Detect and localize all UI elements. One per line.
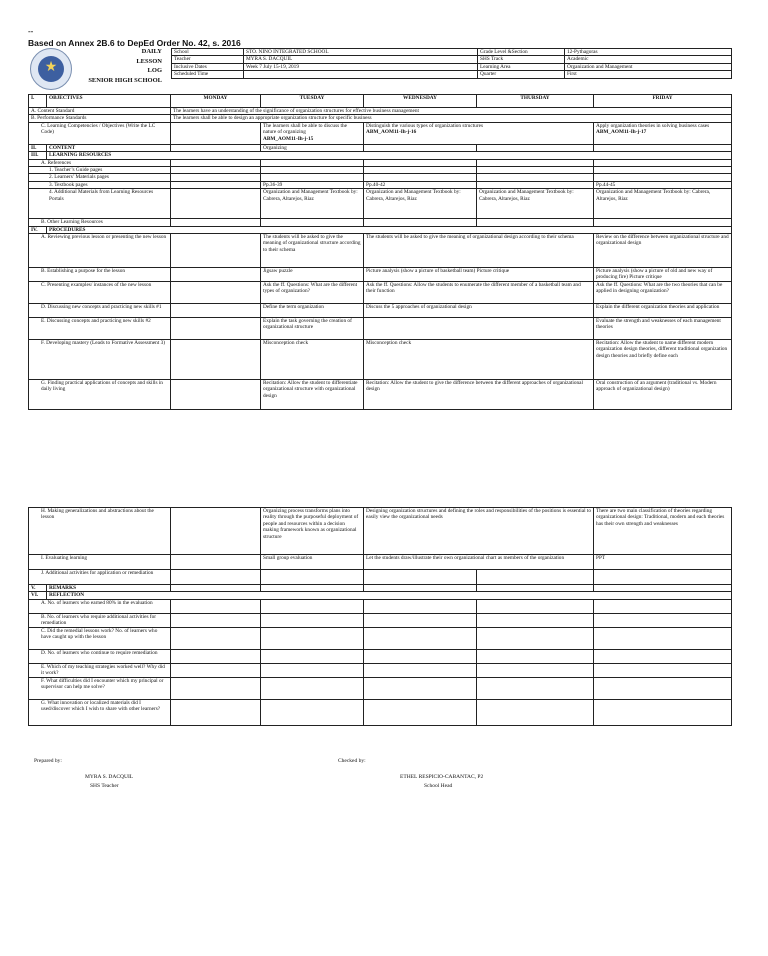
cell-tuesday: Pp.36-39 — [261, 181, 364, 188]
cell-tuesday: The students will be asked to give the meaning of organizational structure according to their schema — [261, 234, 364, 268]
cell-tuesday — [261, 613, 364, 627]
cell-friday — [594, 167, 732, 174]
cell-monday — [171, 508, 261, 555]
prepared-role: SHS Teacher — [90, 783, 119, 789]
cell-wed-thu: Designing organization structures and defining the roles and responsibilities of the positions is essential to easily view the organizational needs — [364, 508, 594, 555]
header-row — [172, 49, 732, 56]
row-label: E. Which of my teaching strategies worked well? Why did it work? — [29, 663, 171, 677]
cell-friday: Pp.44-45 — [594, 181, 732, 188]
cell-wednesday — [364, 599, 477, 613]
reflection-row-e — [29, 663, 732, 677]
row-label: A. Reviewing previous lesson or presenting the new lesson — [29, 234, 171, 268]
reflection-row-a — [29, 599, 732, 613]
track-label: SHS Track — [478, 56, 565, 63]
cell-tuesday — [261, 663, 364, 677]
cell-friday — [594, 174, 732, 181]
cell-thursday: Organization and Management Textbook by: Cabrera, Altarejos, Riaz — [477, 189, 594, 219]
cell-monday — [171, 181, 261, 188]
row-label: D. No. of learners who continue to require remediation — [29, 649, 171, 663]
cell-tuesday: Organizing — [261, 144, 364, 151]
cell-thursday — [477, 649, 594, 663]
cell-friday — [594, 122, 732, 144]
additional-materials-row — [29, 189, 732, 219]
row-label: C. Did the remedial lessons work? No. of learners who have caught up with the lesson — [29, 627, 171, 649]
cell-friday — [594, 677, 732, 699]
lesson-table-part1 — [28, 94, 732, 410]
cell-wednesday — [364, 144, 477, 151]
cell-tuesday — [261, 219, 364, 226]
cell-tuesday: Recitation: Allow the student to differentiate organizational structure with organizational design — [261, 380, 364, 410]
header-info-table — [171, 48, 732, 79]
cell-tuesday — [261, 677, 364, 699]
reflection-row-f — [29, 677, 732, 699]
cell-monday — [171, 599, 261, 613]
section-title: OBJECTIVES — [47, 95, 171, 108]
annex-title: Based on Annex 2B.6 to DepEd Order No. 42, s. 2016 — [28, 38, 241, 48]
row-label: G. What innovation or localized materials did I used/discover which I wish to share with other learners? — [29, 699, 171, 725]
header-row — [172, 56, 732, 63]
cell-text: Distinguish the various types of organization structures — [366, 122, 484, 129]
section-number: IV. — [29, 226, 47, 233]
row-label: F. Developing mastery (Leads to Formative Assessment 3) — [29, 340, 171, 380]
procedure-row-i — [29, 555, 732, 570]
cell-monday — [171, 613, 261, 627]
cell-monday — [171, 282, 261, 304]
cell-text: The learners shall be able to discuss the nature of organizing — [263, 122, 347, 136]
row-label: B. Performance Standards — [29, 115, 171, 122]
cell-thursday — [477, 159, 594, 166]
cell-monday — [171, 167, 261, 174]
cell-monday — [171, 677, 261, 699]
cell-tuesday — [261, 649, 364, 663]
area-value: Organization and Management — [565, 63, 732, 70]
cell-thursday — [477, 663, 594, 677]
cell-friday: PPT — [594, 555, 732, 570]
section-title: PROCEDURES — [47, 226, 732, 233]
cell-thursday — [477, 585, 594, 592]
cell-wednesday — [364, 570, 477, 585]
document-title — [76, 47, 162, 85]
procedure-row-b — [29, 268, 732, 282]
row-label: 4. Additional Materials from Learning Resources Portals — [29, 189, 171, 219]
area-label: Learning Area — [478, 63, 565, 70]
cell-wednesday — [364, 649, 477, 663]
quarter-value: First — [565, 71, 732, 78]
cell-wed-thu: Picture analysis (show a picture of basketball team) Picture critique — [364, 268, 594, 282]
school-value: STO. NINO INTEGRATED SCHOOL — [244, 49, 478, 56]
title-line: LOG — [147, 67, 162, 74]
cell-monday — [171, 174, 261, 181]
cell-friday — [594, 627, 732, 649]
reflection-row — [29, 592, 732, 599]
row-label: C. Learning Competencies / Objectives (Write the LC Code) — [29, 122, 171, 144]
cell-tuesday — [261, 167, 364, 174]
cell-tuesday: Organizing process transforms plans into reality through the purposeful deployment of people and resources within a decision making framework known as organizational structure — [261, 508, 364, 555]
cell-thursday — [477, 627, 594, 649]
cell-tuesday: Organization and Management Textbook by: Cabrera, Altarejos, Riaz — [261, 189, 364, 219]
cell-monday — [171, 189, 261, 219]
cell-monday — [171, 122, 261, 144]
cell-friday: Picture analysis (show a picture of old and new way of producing fire) Picture critique — [594, 268, 732, 282]
cell-friday: Review on the difference between organizational structure and organizational design — [594, 234, 732, 268]
row-text: The learners shall be able to design an appropriate organization structure for specific business — [171, 115, 732, 122]
cell-text: Apply organization theories in solving business cases — [596, 122, 710, 129]
cell-friday: Organization and Management Textbook by: Cabrera, Altarejos, Riaz — [594, 189, 732, 219]
day-thursday: THURSDAY — [477, 95, 594, 108]
title-line: DAILY — [141, 48, 162, 55]
cell-friday — [594, 144, 732, 151]
cell-monday — [171, 234, 261, 268]
grade-label: Grade Level &Section — [478, 49, 565, 56]
day-wednesday: WEDNESDAY — [364, 95, 477, 108]
cell-friday: Oral construction of an argument (traditional vs. Modern approach of organizational design) — [594, 380, 732, 410]
section-title: CONTENT — [47, 144, 171, 151]
cell-thursday — [477, 174, 594, 181]
prepared-name: MYRA S. DACQUIL — [85, 774, 134, 780]
cell-monday — [171, 144, 261, 151]
cell-tuesday: Define the term organization — [261, 304, 364, 318]
procedure-row-d — [29, 304, 732, 318]
cell-friday — [594, 219, 732, 226]
cell-tuesday: Misconception check — [261, 340, 364, 380]
cell-friday — [594, 585, 732, 592]
section-number: I. — [29, 95, 47, 108]
cell-tuesday — [261, 570, 364, 585]
procedure-row-c — [29, 282, 732, 304]
day-friday: FRIDAY — [594, 95, 732, 108]
reflection-row-g — [29, 699, 732, 725]
procedure-row-a — [29, 234, 732, 268]
day-monday: MONDAY — [171, 95, 261, 108]
cell-tuesday — [261, 159, 364, 166]
cell-wed-thu — [364, 318, 594, 340]
cell-tuesday: Small group evaluation — [261, 555, 364, 570]
row-label: A. No. of learners who earned 80% in the evaluation — [29, 599, 171, 613]
cell-friday: There are two main classification of theories regarding organizational design: Traditional, modern and each theories has their own strength and weaknesses — [594, 508, 732, 555]
performance-standard-row — [29, 115, 732, 122]
cell-friday — [594, 699, 732, 725]
cell-wednesday: Pp.40-42 — [364, 181, 477, 188]
cell-monday — [171, 318, 261, 340]
cell-monday — [171, 380, 261, 410]
cell-wed-thu: Misconception check — [364, 340, 594, 380]
cell-wednesday — [364, 613, 477, 627]
cell-friday: Evaluate the strength and weaknesses of each management theories — [594, 318, 732, 340]
row-label: J. Additional activities for application or remediation — [29, 570, 171, 585]
lc-code: ABM_AOM11-Ih-j-16 — [366, 129, 417, 136]
section-title: REFLECTION — [47, 592, 732, 599]
cell-monday — [171, 570, 261, 585]
section-number: II. — [29, 144, 47, 151]
header-row — [172, 71, 732, 78]
lesson-table-part2 — [28, 507, 732, 726]
grade-value: 12-Pythagoras — [565, 49, 732, 56]
cell-wednesday — [364, 174, 477, 181]
cell-friday — [594, 663, 732, 677]
quarter-label: Quarter — [478, 71, 565, 78]
row-label: I. Evaluating learning — [29, 555, 171, 570]
row-label: A. Content Standard — [29, 108, 171, 115]
time-value — [244, 71, 478, 78]
cell-tuesday: Jigsaw puzzle — [261, 268, 364, 282]
cell-tuesday — [261, 585, 364, 592]
section-title: LEARNING RESOURCES — [47, 152, 732, 159]
row-label: H. Making generalizations and abstractions about the lesson — [29, 508, 171, 555]
row-label: G. Finding practical applications of concepts and skills in daily living — [29, 380, 171, 410]
lc-code: ABM_AOM11-Ih-j-17 — [596, 129, 647, 136]
cell-monday — [171, 304, 261, 318]
procedure-row-g — [29, 380, 732, 410]
row-label: B. No. of learners who require additional activities for remediation — [29, 613, 171, 627]
row-label: 1. Teacher’s Guide pages — [29, 167, 171, 174]
days-header-row — [29, 95, 732, 108]
row-label: E. Discussing concepts and practicing new skills #2 — [29, 318, 171, 340]
cell-monday — [171, 663, 261, 677]
cell-tuesday: Ask the ff. Questions: What are the different types of organization? — [261, 282, 364, 304]
cell-monday — [171, 340, 261, 380]
deped-seal-logo: ★ — [30, 48, 72, 90]
cell-wednesday — [364, 219, 477, 226]
row-text: The learners have an understanding of the significance of organization structures for effective business management — [171, 108, 732, 115]
teacher-value: MYRA S. DACQUIL — [244, 56, 478, 63]
checked-name: ETHEL RESPICIO-CABANTAC, P2 — [400, 774, 484, 780]
cell-tuesday — [261, 699, 364, 725]
cell-tuesday — [261, 122, 364, 144]
cell-wednesday — [364, 699, 477, 725]
cell-tuesday — [261, 174, 364, 181]
cell-wednesday — [364, 677, 477, 699]
cell-thursday — [477, 144, 594, 151]
cell-tuesday — [261, 627, 364, 649]
reflection-row-c — [29, 627, 732, 649]
prepared-by-label: Prepared by: — [34, 758, 62, 764]
cell-thursday — [477, 699, 594, 725]
school-label: School — [172, 49, 244, 56]
row-label: D. Discussing new concepts and practicing new skills #1 — [29, 304, 171, 318]
remarks-row — [29, 585, 732, 592]
cell-friday: Ask the ff. Questions: What are the two theories that can be applied in designing organization? — [594, 282, 732, 304]
content-standard-row — [29, 108, 732, 115]
section-title: REMARKS — [47, 585, 171, 592]
cell-monday — [171, 627, 261, 649]
textbook-row — [29, 181, 732, 188]
teacher-label: Teacher — [172, 56, 244, 63]
cell-tuesday: Explain the task governing the creation of organizational structure — [261, 318, 364, 340]
cell-monday — [171, 219, 261, 226]
cell-tuesday — [261, 599, 364, 613]
cell-friday: Explain the different organization theories and application — [594, 304, 732, 318]
title-line: LESSON — [136, 57, 162, 65]
track-value: Academic — [565, 56, 732, 63]
cell-friday — [594, 613, 732, 627]
lc-code: ABM_AOM11-Ih-j-15 — [263, 135, 314, 142]
reflection-row-d — [29, 649, 732, 663]
cell-monday — [171, 585, 261, 592]
competencies-row — [29, 122, 732, 144]
cell-friday — [594, 159, 732, 166]
cell-wed-thu: The students will be asked to give the meaning of organizational design according to their schema — [364, 234, 594, 268]
checked-by-label: Checked by: — [338, 758, 366, 764]
section-number: VI. — [29, 592, 47, 599]
time-label: Scheduled Time — [172, 71, 244, 78]
cell-thursday — [477, 599, 594, 613]
cell-thursday — [477, 677, 594, 699]
cell-wed-thu: Discuss the 5 approaches of organizational design — [364, 304, 594, 318]
row-label: B. Establishing a purpose for the lesson — [29, 268, 171, 282]
cell-thursday — [477, 167, 594, 174]
cell-friday — [594, 649, 732, 663]
row-label: 3. Textbook pages — [29, 181, 171, 188]
learners-materials-row — [29, 174, 732, 181]
dates-label: Inclusive Dates — [172, 63, 244, 70]
cell-wednesday — [364, 167, 477, 174]
top-mark: -- — [28, 27, 34, 36]
day-tuesday: TUESDAY — [261, 95, 364, 108]
cell-wed-thu: Recitation: Allow the student to give the difference between the different approaches of organizational design — [364, 380, 594, 410]
row-label: B. Other Learning Resources — [29, 219, 171, 226]
section-number: V. — [29, 585, 47, 592]
other-resources-row — [29, 219, 732, 226]
reflection-row-b — [29, 613, 732, 627]
cell-wednesday — [364, 159, 477, 166]
checked-role: School Head — [424, 783, 453, 789]
cell-wednesday — [364, 585, 477, 592]
row-label: F. What difficulties did I encounter which my principal or supervisor can help me solve? — [29, 677, 171, 699]
cell-thursday — [477, 219, 594, 226]
cell-wednesday — [364, 627, 477, 649]
header-row — [172, 63, 732, 70]
cell-thursday — [477, 613, 594, 627]
cell-monday — [171, 555, 261, 570]
procedure-row-e — [29, 318, 732, 340]
procedure-row-j — [29, 570, 732, 585]
cell-friday — [594, 570, 732, 585]
content-row — [29, 144, 732, 151]
cell-wednesday: Organization and Management Textbook by: Cabrera, Altarejos, Riaz — [364, 189, 477, 219]
row-label: C. Presenting examples/ instances of the new lesson — [29, 282, 171, 304]
procedure-row-f — [29, 340, 732, 380]
cell-friday: Recitation: Allow the student to name different modern organization design theories, different traditional organization design theories and briefly define each — [594, 340, 732, 380]
cell-thursday — [477, 570, 594, 585]
cell-wed-thu: Ask the ff. Questions: Allow the students to enumerate the different member of a basketball team and their function — [364, 282, 594, 304]
cell-monday — [171, 268, 261, 282]
references-row — [29, 159, 732, 166]
cell-friday — [594, 599, 732, 613]
row-label: 2. Learners’ Materials pages — [29, 174, 171, 181]
title-line: SENIOR HIGH SCHOOL — [88, 76, 162, 84]
row-label: A. References — [29, 159, 171, 166]
cell-monday — [171, 159, 261, 166]
cell-wed-thu: Let the students draw/illustrate their own organizational chart as members of the organization — [364, 555, 594, 570]
resources-row — [29, 152, 732, 159]
cell-wed-thu — [364, 122, 594, 144]
cell-monday — [171, 699, 261, 725]
cell-wednesday — [364, 663, 477, 677]
teachers-guide-row — [29, 167, 732, 174]
procedure-row-h — [29, 508, 732, 555]
cell-thursday — [477, 181, 594, 188]
section-number: III. — [29, 152, 47, 159]
procedures-row — [29, 226, 732, 233]
dates-value: Week 7 July 15-19, 2019 — [244, 63, 478, 70]
cell-monday — [171, 649, 261, 663]
